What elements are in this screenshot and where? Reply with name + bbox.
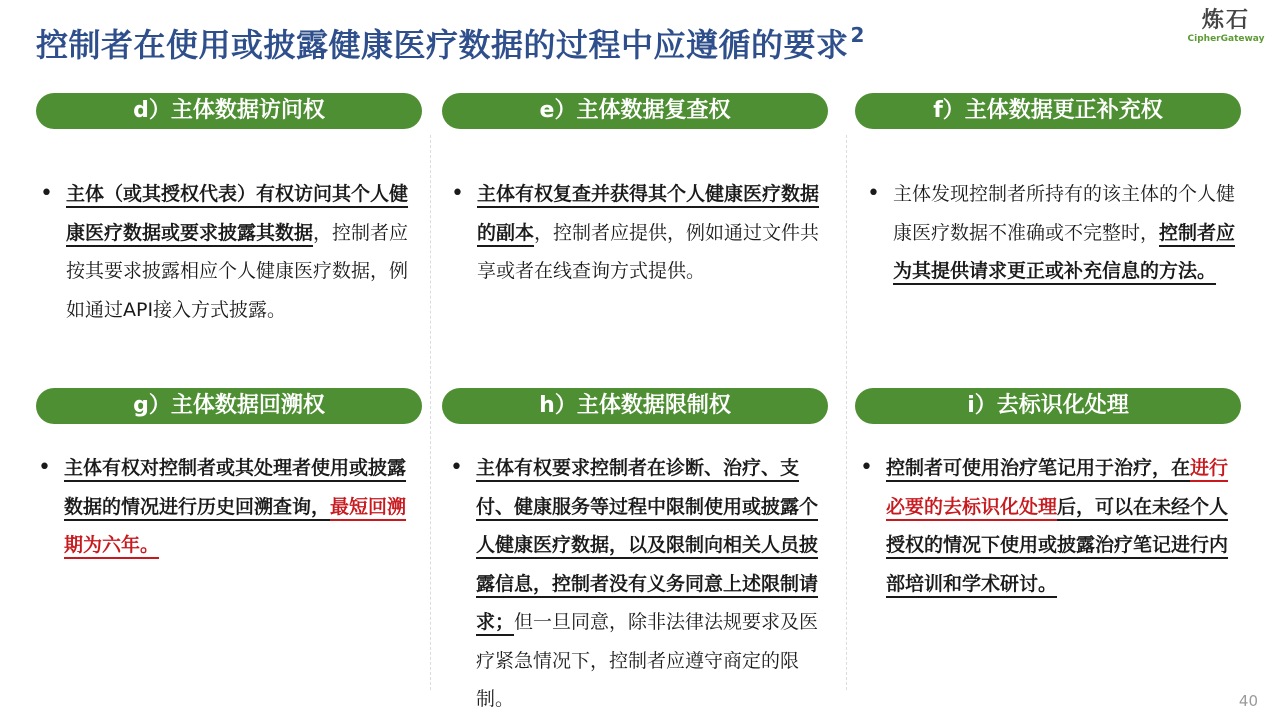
card-f-header: f）主体数据更正补充权 bbox=[855, 93, 1241, 129]
page-number: 40 bbox=[1238, 692, 1258, 710]
card-e-normal: ，控制者应提供，例如通过文件共享或者在线查询方式提供。 bbox=[477, 221, 820, 282]
card-d-emphasis: 主体（或其授权代表）有权访问其个人健康医疗数据或要求披露其数据 bbox=[66, 183, 409, 244]
card-i-emphasis-1: 控制者可使用治疗笔记用于治疗，在 bbox=[886, 457, 1191, 479]
bullet-icon: • bbox=[450, 455, 463, 480]
bullet-icon: • bbox=[38, 455, 51, 480]
card-i-header: i）去标识化处理 bbox=[855, 388, 1241, 424]
card-g-body bbox=[38, 449, 412, 565]
page-title-text: 控制者在使用或披露健康医疗数据的过程中应遵循的要求 bbox=[36, 26, 849, 64]
title-superscript: 2 bbox=[850, 23, 865, 47]
card-g-emphasis: 主体有权对控制者或其处理者使用或披露数据的情况进行历史回溯查询， bbox=[64, 457, 407, 518]
card-h-emphasis: 主体有权要求控制者在诊断、治疗、支付、健康服务等过程中限制使用或披露个人健康医疗数据，以及限制向相关人员披露信息，控制者没有义务同意上述限制请求； bbox=[476, 457, 819, 633]
card-h-header: h）主体数据限制权 bbox=[442, 388, 828, 424]
card-e-emphasis: 主体有权复查并获得其个人健康医疗数据的副本 bbox=[477, 183, 820, 244]
logo-cn-text: 炼石 bbox=[1201, 8, 1250, 33]
column-divider-1 bbox=[430, 135, 431, 690]
card-i-body bbox=[860, 449, 1236, 603]
column-divider-2 bbox=[846, 135, 847, 690]
bullet-icon: • bbox=[40, 181, 53, 206]
card-e-header: e）主体数据复查权 bbox=[442, 93, 828, 129]
card-i-emphasis-2: 后，可以在未经个人授权的情况下使用或披露治疗笔记进行内部培训和学术研讨。 bbox=[886, 495, 1229, 595]
bullet-icon: • bbox=[860, 455, 873, 480]
card-g-red-emphasis: 最短回溯期为六年。 bbox=[64, 495, 407, 556]
card-e-body bbox=[451, 175, 829, 291]
card-f-body bbox=[867, 175, 1239, 291]
logo-en-text: CipherGateway bbox=[1187, 34, 1265, 44]
card-h-body bbox=[450, 449, 830, 719]
page-title bbox=[36, 20, 865, 66]
card-f-emphasis: 控制者应为其提供请求更正或补充信息的方法。 bbox=[893, 221, 1236, 282]
card-h-normal: 但一旦同意，除非法律法规要求及医疗紧急情况下，控制者应遵守商定的限制。 bbox=[476, 611, 819, 710]
bullet-icon: • bbox=[451, 181, 464, 206]
company-logo bbox=[1186, 8, 1266, 45]
card-d-body bbox=[40, 175, 412, 329]
card-g-header: g）主体数据回溯权 bbox=[36, 388, 422, 424]
card-d-normal: ，控制者应按其要求披露相应个人健康医疗数据，例如通过API接入方式披露。 bbox=[66, 221, 409, 321]
card-i-red-emphasis: 进行必要的去标识化处理 bbox=[886, 457, 1229, 518]
card-d-header: d）主体数据访问权 bbox=[36, 93, 422, 129]
bullet-icon: • bbox=[867, 181, 880, 206]
card-f-normal: 主体发现控制者所持有的该主体的个人健康医疗数据不准确或不完整时， bbox=[893, 183, 1236, 244]
